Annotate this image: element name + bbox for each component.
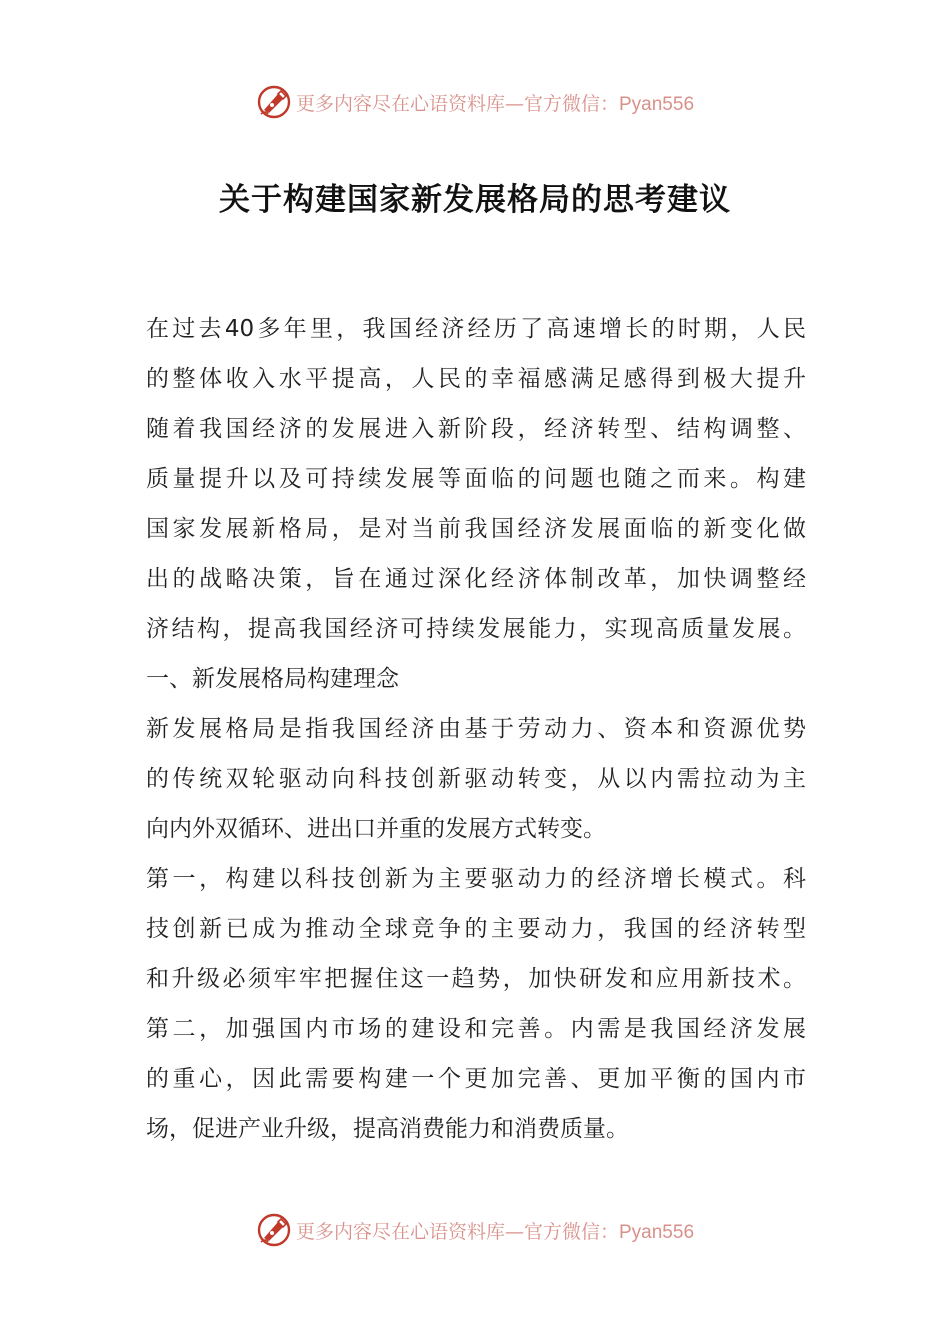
body-line: 的重心，因此需要构建一个更加完善、更加平衡的国内市 — [146, 1066, 806, 1092]
section-heading: 一、新发展格局构建理念 — [146, 666, 399, 692]
footer-banner — [0, 1210, 950, 1250]
body-line: 随着我国经济的发展进入新阶段，经济转型、结构调整、 — [146, 416, 806, 442]
body-line: 第二，加强国内市场的建设和完善。内需是我国经济发展 — [146, 1016, 806, 1042]
header-banner — [0, 82, 950, 122]
body-line: 向内外双循环、进出口并重的发展方式转变。 — [146, 816, 606, 842]
wechat-id: Pyan556 — [619, 1221, 695, 1243]
body-line: 的传统双轮驱动向科技创新驱动转变，从以内需拉动为主 — [146, 766, 806, 792]
body-line: 济结构，提高我国经济可持续发展能力，实现高质量发展。 — [146, 616, 806, 642]
body-line: 技创新已成为推动全球竞争的主要动力，我国的经济转型 — [146, 916, 806, 942]
wechat-id: Pyan556 — [619, 93, 695, 115]
document-title: 关于构建国家新发展格局的思考建议 — [219, 182, 731, 218]
body-line: 第一，构建以科技创新为主要驱动力的经济增长模式。科 — [146, 866, 806, 892]
body-line: 国家发展新格局，是对当前我国经济发展面临的新变化做 — [146, 516, 806, 542]
document-body — [146, 304, 806, 1154]
pen-nib-logo-icon — [256, 84, 292, 120]
body-line: 质量提升以及可持续发展等面临的问题也随之而来。构建 — [146, 466, 806, 492]
banner-text: 更多内容尽在心语资料库—官方微信：Pyan556 — [295, 92, 695, 115]
body-line: 新发展格局是指我国经济由基于劳动力、资本和资源优势 — [146, 716, 806, 742]
banner-text: 更多内容尽在心语资料库—官方微信：Pyan556 — [295, 1220, 695, 1243]
body-line: 和升级必须牢牢把握住这一趋势，加快研发和应用新技术。 — [146, 966, 806, 992]
body-line: 在过去40多年里，我国经济经历了高速增长的时期，人民 — [146, 316, 806, 342]
body-line: 的整体收入水平提高，人民的幸福感满足感得到极大提升 — [146, 366, 806, 392]
body-line: 场，促进产业升级，提高消费能力和消费质量。 — [146, 1116, 629, 1142]
pen-nib-logo-icon — [256, 1212, 292, 1248]
body-line: 出的战略决策，旨在通过深化经济体制改革，加快调整经 — [146, 566, 806, 592]
